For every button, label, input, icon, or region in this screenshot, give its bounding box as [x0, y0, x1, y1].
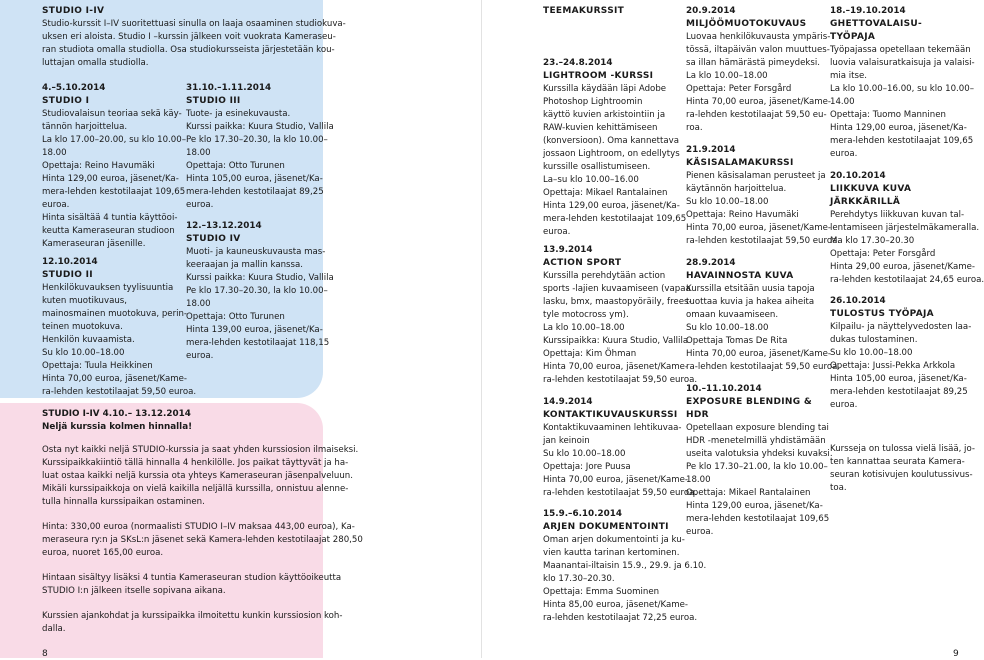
text-line: klo 17.30–20.30. [543, 574, 615, 584]
text-line: mera-lehden kestotilaajat 89,25 [830, 387, 968, 397]
text-line: Opettaja: Peter Forsgård [686, 84, 792, 94]
text-line: La–su klo 10.00–16.00 [543, 175, 639, 185]
text-line: ra-lehden kestotilaajat 59,50 eu- [686, 110, 827, 120]
closing-text [830, 443, 975, 495]
course-details [42, 108, 186, 251]
course-title: STUDIO III [186, 96, 241, 106]
text-line: Muoti- ja kauneuskuvausta mas- [186, 247, 326, 257]
text-line: uksen eri aloista. Studio I –kurssin jälkeen voit vuokrata Kameraseu- [42, 32, 336, 42]
text-line: mera-lehden kestotilaajat 89,25 [186, 187, 324, 197]
text-line: Pe klo 17.30–21.00, la klo 10.00– [686, 462, 828, 472]
text-line: lasku, bmx, maastopyöräily, frees- [543, 297, 692, 307]
text-line: Su klo 10.00–18.00 [686, 323, 769, 333]
theme-courses-heading [543, 5, 624, 18]
package-subtitle: Neljä kurssia kolmen hinnalla! [42, 422, 193, 432]
text-line: Opettaja: Mikael Rantalainen [686, 488, 811, 498]
text-line: Hinta 29,00 euroa, jäsenet/Kame- [830, 262, 975, 272]
text-line: Su klo 10.00–18.00 [42, 348, 125, 358]
text-line: ra-lehden kestotilaajat 72,25 euroa. [543, 613, 698, 623]
course-title: ACTION SPORT [543, 258, 622, 268]
text-line: Opettaja Tomas De Rita [686, 336, 788, 346]
text-line: käytännön harjoittelua. [686, 184, 787, 194]
text-line: Kurssipaikka: Kuura Studio, Vallila [543, 336, 689, 346]
course-details [42, 282, 196, 399]
text-line: sports -lajien kuvaamiseen (vapaa [543, 284, 691, 294]
text-line: keeraajan ja mallin kanssa. [186, 260, 303, 270]
text-line: Studio-kurssit I–IV suoritettuasi sinulla on laaja osaaminen studiokuva- [42, 19, 346, 29]
course-details [186, 108, 334, 212]
text-line: Opettaja: Reino Havumäki [42, 161, 155, 171]
text-line: Osta nyt kaikki neljä STUDIO-kurssia ja saat yhden kurssiosion ilmaiseksi. [42, 445, 359, 455]
course-title-cont: JÄRKKÄRILLÄ [830, 197, 901, 207]
text-line: mainosmainen muotokuva, perin- [42, 309, 188, 319]
text-line: Su klo 10.00–18.00 [543, 449, 626, 459]
text-line: dukas tulostaminen. [830, 335, 918, 345]
text-line: tulla hinnalla kurssipaikan ostaminen. [42, 497, 205, 507]
course-date: 14.9.2014 [543, 397, 593, 407]
text-line: Opettaja: Otto Turunen [186, 161, 285, 171]
course-title: STUDIO I [42, 96, 90, 106]
text-line: Opettaja: Tuula Heikkinen [42, 361, 153, 371]
course-video-dslr [830, 170, 984, 287]
course-date: 21.9.2014 [686, 145, 736, 155]
text-line: ra-lehden kestotilaajat 59,50 euroa. [42, 387, 197, 397]
text-line: Hinta 129,00 euroa, jäsenet/Ka- [686, 501, 823, 511]
course-title: STUDIO IV [186, 234, 241, 244]
course-details [830, 321, 971, 412]
text-line: STUDIO I:n jälkeen itselle sopivana aikana. [42, 586, 226, 596]
text-line: teinen muotokuva. [42, 322, 123, 332]
text-line: Henkilökuvauksen tyylisuuntia [42, 283, 174, 293]
text-line: Opettaja: Jore Puusa [543, 462, 631, 472]
course-date: 12.–13.12.2014 [186, 221, 262, 231]
text-line: mera-lehden kestotilaajat 109,65 [42, 187, 186, 197]
course-details [686, 31, 831, 135]
intro-section [42, 5, 346, 70]
text-line: Hinta 129,00 euroa, jäsenet/Ka- [830, 123, 967, 133]
course-studio-2 [42, 256, 196, 399]
closing-note [830, 443, 975, 495]
text-line: Kurssilla perehdytään action [543, 271, 666, 281]
text-line: Kurssipaikkakiintiö tällä hinnalla 4 henkilölle. Jos paikat täyttyvät ja ha- [42, 458, 349, 468]
text-line: Su klo 10.00–18.00 [686, 197, 769, 207]
text-line: Opettaja: Kim Öhman [543, 349, 637, 359]
course-studio-3 [186, 82, 334, 212]
course-printing-workshop [830, 295, 971, 412]
text-line: mera-lehden kestotilaajat 109,65 [686, 514, 830, 524]
text-line: Opettaja: Mikael Rantalainen [543, 188, 668, 198]
text-line: ran studiota omalla studiolla. Osa studiokursseista järjestetään kou- [42, 45, 335, 55]
text-line: Kursseja on tulossa vielä lisää, jo- [830, 444, 975, 454]
text-line: Kurssi paikka: Kuura Studio, Vallila [186, 122, 334, 132]
text-line: euroa. [543, 227, 571, 237]
text-line: ra-lehden kestotilaajat 59,50 euroa. [686, 362, 841, 372]
course-details [830, 44, 975, 161]
text-line: jan keinoin [543, 436, 590, 446]
course-documentation [543, 508, 706, 625]
text-line: 14.00 [830, 97, 855, 107]
package-paragraph-4 [42, 610, 363, 636]
text-line: Luovaa henkilökuvausta ympäris- [686, 32, 831, 42]
text-line: euroa. [830, 400, 858, 410]
course-flash [686, 144, 840, 248]
intro-text [42, 18, 346, 70]
text-line: (konversioon). Oma kannettava [543, 136, 680, 146]
text-line: Opettaja: Reino Havumäki [686, 210, 799, 220]
text-line: ra-lehden kestotilaajat 59,50 euroa. [543, 375, 698, 385]
text-line: 18.00 [42, 148, 67, 158]
text-line: ra-lehden kestotilaajat 24,65 euroa. [830, 275, 984, 285]
text-line: Hinta 105,00 euroa, jäsenet/Ka- [186, 174, 323, 184]
course-date: 12.10.2014 [42, 257, 98, 267]
text-line: Kilpailu- ja näyttelyvedosten laa- [830, 322, 972, 332]
text-line: Opettaja: Jussi-Pekka Arkkola [830, 361, 956, 371]
text-line: HDR -menetelmillä yhdistämään [686, 436, 826, 446]
text-line: 18.00 [686, 475, 711, 485]
course-contact [543, 396, 697, 500]
text-line: kurssille osallistumiseen. [543, 162, 651, 172]
text-line: Hintaan sisältyy lisäksi 4 tuntia Kameraseuran studion käyttöoikeutta [42, 573, 342, 583]
course-details [543, 83, 686, 239]
text-line: Opettaja: Tuomo Manninen [830, 110, 946, 120]
text-line: La klo 10.00–16.00, su klo 10.00– [830, 84, 975, 94]
course-title: KONTAKTIKUVAUSKURSSI [543, 410, 678, 420]
text-line: luat ostaa kaikki neljä kurssia ota yhteys Kameraseuran jäsenpalveluun. [42, 471, 353, 481]
course-details [830, 209, 984, 287]
text-line: Hinta 70,00 euroa, jäsenet/Kame- [543, 362, 688, 372]
text-line: Oman arjen dokumentointi ja ku- [543, 535, 685, 545]
text-line: 18.00 [186, 148, 211, 158]
course-environment-portrait [686, 5, 831, 135]
text-line: dalla. [42, 624, 66, 634]
course-title: MILJÖÖMUOTOKUVAUS [686, 19, 807, 29]
text-line: euroa. [686, 527, 714, 537]
text-line: Kurssilla etsitään uusia tapoja [686, 284, 815, 294]
course-date: 23.–24.8.2014 [543, 58, 613, 68]
text-line: ra-lehden kestotilaajat 59,50 euroa. [686, 236, 841, 246]
text-line: Hinta 70,00 euroa, jäsenet/Kame- [543, 475, 688, 485]
text-line: tännön harjoittelua. [42, 122, 128, 132]
text-line: Kurssilla käydään läpi Adobe [543, 84, 667, 94]
text-line: Henkilön kuvaamista. [42, 335, 135, 345]
course-date: 4.–5.10.2014 [42, 83, 106, 93]
text-line: Opettaja: Otto Turunen [186, 312, 285, 322]
text-line: Hinta 70,00 euroa, jäsenet/Kame- [686, 349, 831, 359]
text-line: ten kannattaa seurata Kamera- [830, 457, 965, 467]
course-lighting-workshop [830, 5, 975, 161]
text-line: Työpajassa opetellaan tekemään [830, 45, 971, 55]
text-line: 18.00 [186, 299, 211, 309]
course-title-cont: HDR [686, 410, 709, 420]
text-line: euroa, nuoret 165,00 euroa. [42, 548, 164, 558]
text-line: Hinta: 330,00 euroa (normaalisti STUDIO I–IV maksaa 443,00 euroa), Ka- [42, 522, 355, 532]
text-line: tössä, iltapäivän valon muuttues- [686, 45, 830, 55]
package-offer [42, 408, 363, 636]
course-title-cont: TYÖPAJA [830, 32, 876, 42]
text-line: RAW-kuvien kehittämiseen [543, 123, 658, 133]
text-line: meraseura ry:n ja SKsL:n jäsenet sekä Kamera-lehden kestotilaajat 280,50 [42, 535, 363, 545]
course-date: 20.9.2014 [686, 6, 736, 16]
text-line: La klo 10.00–18.00 [543, 323, 625, 333]
text-line: luttajan omalla studiolla. [42, 58, 149, 68]
text-line: mera-lehden kestotilaajat 109,65 [830, 136, 974, 146]
text-line: Hinta 105,00 euroa, jäsenet/Ka- [830, 374, 967, 384]
text-line: Hinta 129,00 euroa, jäsenet/Ka- [42, 174, 179, 184]
page-number-left: 8 [42, 649, 48, 659]
course-date: 31.10.–1.11.2014 [186, 83, 272, 93]
text-line: keutta Kameraseuran studioon [42, 226, 175, 236]
course-details [543, 534, 706, 625]
text-line: Su klo 10.00–18.00 [830, 348, 913, 358]
text-line: Hinta 70,00 euroa, jäsenet/Kame- [686, 97, 831, 107]
text-line: käyttö kuvien arkistointiin ja [543, 110, 666, 120]
text-line: mera-lehden kestotilaajat 109,65 [543, 214, 687, 224]
text-line: Perehdytys liikkuvan kuvan tal- [830, 210, 965, 220]
course-title: EXPOSURE BLENDING & [686, 397, 813, 407]
text-line: Kontaktikuvaaminen lehtikuvaa- [543, 423, 682, 433]
section-title: TEEMAKURSSIT [543, 6, 625, 16]
text-line: Opettaja: Peter Forsgård [830, 249, 936, 259]
text-line: mera-lehden kestotilaajat 118,15 [186, 338, 330, 348]
course-date: 26.10.2014 [830, 296, 886, 306]
text-line: tuottaa kuvia ja hakea aiheita [686, 297, 815, 307]
course-details [543, 422, 697, 500]
course-title: STUDIO II [42, 270, 93, 280]
page-number-right: 9 [953, 649, 959, 659]
text-line: euroa. [186, 351, 214, 361]
text-line: vien kautta tarinan kertominen. [543, 548, 680, 558]
text-line: kuten muotikuvaus, [42, 296, 127, 306]
course-date: 13.9.2014 [543, 245, 593, 255]
text-line: Hinta 85,00 euroa, jäsenet/Kame- [543, 600, 688, 610]
course-title: GHETTOVALAISU- [830, 19, 923, 29]
text-line: euroa. [186, 200, 214, 210]
course-date: 10.–11.10.2014 [686, 384, 762, 394]
course-details [686, 422, 833, 539]
text-line: euroa. [42, 200, 70, 210]
text-line: seuran kotisivujen koulutussivus- [830, 470, 973, 480]
text-line: Studiovalaisun teoriaa sekä käy- [42, 109, 182, 119]
text-line: jossaon Lightroom, on edellytys [543, 149, 680, 159]
text-line: omaan kuvaamiseen. [686, 310, 779, 320]
course-details [686, 283, 840, 374]
text-line: Hinta 70,00 euroa, jäsenet/Kame- [686, 223, 831, 233]
course-studio-1 [42, 82, 186, 251]
text-line: La klo 10.00–18.00 [686, 71, 768, 81]
text-line: Ma klo 17.30–20.30 [830, 236, 915, 246]
text-line: luovia valaisuratkaisuja ja valaisi- [830, 58, 975, 68]
text-line: Maanantai-iltaisin 15.9., 29.9. ja 6.10. [543, 561, 707, 571]
text-line: Pienen käsisalaman perusteet ja [686, 171, 826, 181]
package-paragraph-3 [42, 572, 363, 598]
text-line: Kurssi paikka: Kuura Studio, Vallila [186, 273, 334, 283]
text-line: Kameraseuran jäsenille. [42, 239, 146, 249]
course-details [686, 170, 840, 248]
course-title: HAVAINNOSTA KUVA [686, 271, 794, 281]
course-lightroom [543, 57, 686, 239]
text-line: tyle motocross ym). [543, 310, 629, 320]
text-line: Hinta 139,00 euroa, jäsenet/Ka- [186, 325, 323, 335]
text-line: Photoshop Lightroomin [543, 97, 643, 107]
text-line: lentamiseen järjestelmäkameralla. [830, 223, 980, 233]
course-details [543, 270, 697, 387]
text-line: Hinta 70,00 euroa, jäsenet/Kame- [42, 374, 187, 384]
course-title: TULOSTUS TYÖPAJA [830, 309, 934, 319]
course-date: 15.9.–6.10.2014 [543, 509, 622, 519]
text-line: Hinta sisältää 4 tuntia käyttöoi- [42, 213, 178, 223]
course-hdr [686, 383, 833, 539]
package-paragraph-2 [42, 521, 363, 560]
text-line: roa. [686, 123, 703, 133]
text-line: Hinta 129,00 euroa, jäsenet/Ka- [543, 201, 680, 211]
course-date: 18.–19.10.2014 [830, 6, 906, 16]
text-line: euroa. [830, 149, 858, 159]
text-line: Kurssien ajankohdat ja kurssipaikka ilmoitettu kunkin kurssiosion koh- [42, 611, 343, 621]
course-title: ARJEN DOKUMENTOINTI [543, 522, 669, 532]
package-paragraph-1 [42, 444, 363, 509]
text-line: toa. [830, 483, 847, 493]
text-line: Pe klo 17.30–20.30, la klo 10.00– [186, 286, 328, 296]
text-line: mia itse. [830, 71, 868, 81]
text-line: Opetellaan exposure blending tai [686, 423, 829, 433]
text-line: useita valotuksia yhdeksi kuvaksi. [686, 449, 833, 459]
text-line: Tuote- ja esinekuvausta. [186, 109, 291, 119]
package-title: STUDIO I-IV 4.10.– 13.12.2014 [42, 409, 191, 419]
course-title: LIIKKUVA KUVA [830, 184, 912, 194]
course-details [186, 246, 334, 363]
course-action-sport [543, 244, 697, 387]
section-title: STUDIO I-IV [42, 6, 105, 16]
text-line: sa illan hämärästä pimeydeksi. [686, 58, 820, 68]
course-observation [686, 257, 840, 374]
course-studio-4 [186, 220, 334, 363]
text-line: Pe klo 17.30–20.30, la klo 10.00– [186, 135, 328, 145]
text-line: ra-lehden kestotilaajat 59,50 euroa. [543, 488, 698, 498]
text-line: Mikäli kurssipaikkoja on vielä kaikilla neljällä kurssilla, onnistuu alenne- [42, 484, 349, 494]
course-date: 20.10.2014 [830, 171, 886, 181]
course-title: LIGHTROOM -KURSSI [543, 71, 654, 81]
text-line: Opettaja: Emma Suominen [543, 587, 660, 597]
text-line: La klo 17.00–20.00, su klo 10.00– [42, 135, 187, 145]
course-date: 28.9.2014 [686, 258, 736, 268]
course-title: KÄSISALAMAKURSSI [686, 158, 794, 168]
page-gutter [481, 0, 482, 658]
